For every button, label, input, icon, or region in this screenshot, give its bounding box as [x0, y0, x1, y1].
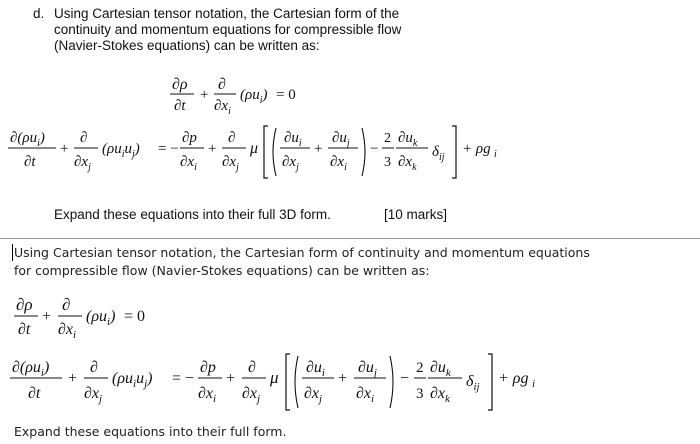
answer-two-thirds-numerator: 2: [416, 360, 424, 376]
two-thirds-numerator: 2: [384, 131, 391, 146]
two-thirds-denominator: 3: [384, 155, 391, 170]
answer-two-thirds-denominator: 3: [416, 386, 424, 402]
question-line-1: Using Cartesian tensor notation, the Cartesian form of the: [54, 6, 400, 21]
svg-text:∂xi: $\partial x_i$: [58, 321, 77, 341]
body-force: + ρg: [462, 141, 491, 157]
svg-text:(ρui): $(\rho u_i)$: [240, 87, 268, 106]
svg-text:∂t: ∂t: [28, 385, 41, 402]
svg-text:∂xj: $\partial x_j$: [74, 154, 91, 173]
svg-text:∂xj: $\partial x_j$: [242, 385, 261, 405]
svg-text:∂xk: $\partial x_k$: [398, 154, 417, 173]
divider: [0, 238, 700, 239]
svg-text:∂uj: $\partial u_j$: [358, 359, 377, 379]
svg-text:(ρui): $(\rho u_i)$: [86, 308, 116, 328]
svg-text:∂(ρui): $\partial(\rho u_i)$: [12, 359, 50, 379]
question-label: d.: [33, 6, 45, 21]
question-continuity-equation: [160, 72, 360, 118]
svg-text:i: i: [532, 378, 536, 390]
answer-momentum-equation: [8, 350, 548, 416]
svg-text:∂xi: $\partial x_i$: [214, 98, 231, 117]
svg-text:∂xi: $\partial x_i$: [180, 154, 197, 173]
answer-continuity-equation: [10, 292, 210, 342]
text-cursor: [12, 244, 13, 261]
svg-text:∂xi: $\partial x_i$: [330, 154, 347, 173]
svg-text:∂p: ∂p: [200, 359, 216, 376]
answer-momentum-sign: = −: [172, 370, 195, 387]
svg-text:∂t: ∂t: [174, 98, 186, 114]
svg-text:−: −: [370, 141, 379, 157]
svg-text:+: +: [200, 87, 209, 103]
svg-text:μ: μ: [250, 140, 259, 157]
svg-text:∂uk: $\partial u_k$: [430, 359, 451, 379]
svg-text:δij: $\delta_{ij}$: [466, 373, 480, 393]
svg-text:∂xj: $\partial x_j$: [304, 385, 323, 405]
svg-text:∂(ρui): $\partial(\rho u_i)$: [10, 130, 45, 149]
continuity-rhs: = 0: [276, 87, 296, 103]
svg-text:μ: μ: [270, 368, 279, 387]
svg-text:∂: ∂: [90, 359, 98, 376]
svg-text:−: −: [400, 370, 410, 387]
svg-text:+: +: [338, 370, 348, 387]
svg-text:+: +: [226, 370, 236, 387]
svg-text:+: +: [208, 141, 217, 157]
svg-text:∂: ∂: [218, 76, 226, 93]
svg-text:∂p: ∂p: [182, 130, 197, 146]
answer-line-2: for compressible flow (Navier-Stokes equations) can be written as:: [14, 263, 430, 278]
momentum-sign: = −: [158, 141, 179, 157]
svg-text:∂xj: $\partial x_j$: [222, 154, 239, 173]
svg-text:+: +: [42, 308, 52, 325]
svg-text:∂t: ∂t: [24, 154, 36, 170]
svg-text:∂xk: $\partial x_k$: [430, 385, 450, 405]
svg-text:+: +: [68, 370, 78, 387]
svg-text:∂ρ: ∂ρ: [16, 295, 33, 314]
svg-text:∂ui: $\partial u_i$: [284, 130, 302, 149]
question-instruction: Expand these equations into their full 3D form.: [54, 207, 331, 222]
svg-text:∂: ∂: [62, 295, 71, 314]
question-momentum-equation: [0, 122, 520, 182]
svg-text:∂xj: $\partial x_j$: [282, 154, 299, 173]
svg-text:(ρuiuj): $(\rho u_iu_j)$: [102, 141, 140, 160]
answer-instruction: Expand these equations into their full form.: [14, 424, 287, 439]
svg-text:i: i: [494, 149, 497, 160]
svg-text:∂xi: $\partial x_i$: [198, 385, 217, 405]
question-line-2: continuity and momentum equations for compressible flow: [54, 22, 402, 37]
svg-text:∂xj: $\partial x_j$: [84, 385, 103, 405]
marks-label: [10 marks]: [384, 207, 448, 222]
answer-body-force: + ρg: [498, 370, 529, 387]
svg-text:∂t: ∂t: [18, 321, 31, 338]
svg-text:∂: ∂: [80, 130, 88, 146]
answer-continuity-rhs: = 0: [124, 308, 146, 325]
svg-text:∂xi: $\partial x_i$: [356, 385, 375, 405]
svg-text:∂: ∂: [228, 130, 236, 146]
svg-text:∂: ∂: [248, 359, 256, 376]
svg-text:(ρuiuj): $(\rho u_iu_j)$: [112, 370, 153, 390]
svg-text:∂uj: $\partial u_j$: [332, 130, 350, 149]
svg-text:∂ui: $\partial u_i$: [306, 359, 325, 379]
question-line-3: (Navier-Stokes equations) can be written as:: [54, 38, 320, 53]
svg-text:+: +: [314, 141, 323, 157]
svg-text:δij: $\delta_{ij}$: [432, 144, 445, 163]
svg-text:∂uk: $\partial u_k$: [398, 130, 418, 149]
svg-text:∂ρ: ∂ρ: [172, 76, 188, 93]
svg-text:+: +: [60, 141, 69, 157]
answer-line-1: Using Cartesian tensor notation, the Cartesian form of continuity and momentum equations: [14, 245, 590, 260]
